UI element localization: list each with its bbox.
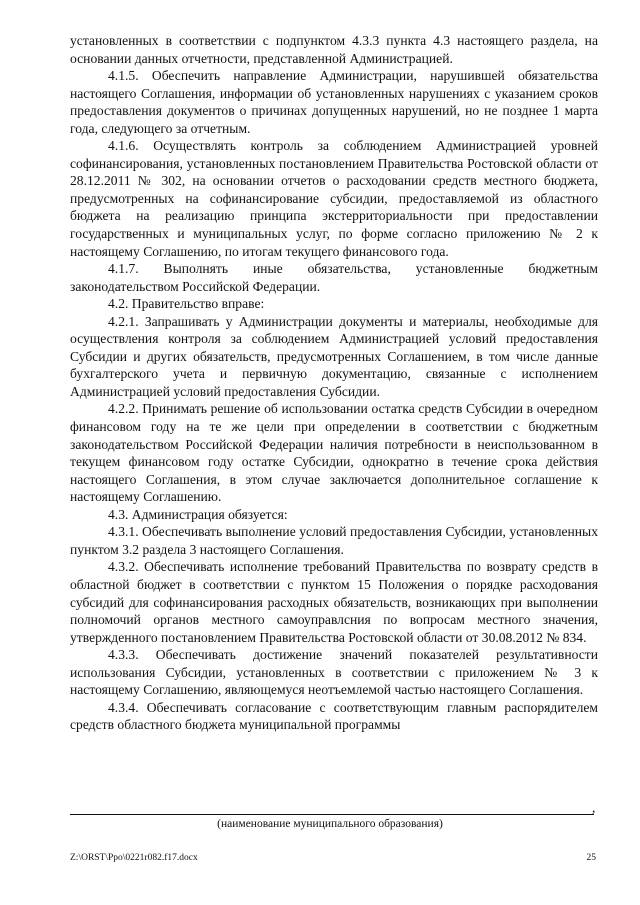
paragraph-4-1-6: 4.1.6. Осуществлять контроль за соблюдением Администрацией уровней софинансирования, установленных постановлением Правительства Ростовской области от 28.12.2011 № 302, на основании отчетов о расходовании средств местного бюджета, предусмотренных на софинансирование субсидии, предоставляемой из областного бюджета на реализацию принципа экстерриториальности при предоставлении государственных и муниципальных услуг, по форме согласно приложению № 2 к настоящему Соглашению, по итогам текущего финансового года. — [70, 138, 598, 259]
paragraph-4-2-1: 4.2.1. Запрашивать у Администрации документы и материалы, необходимые для осуществления контроля за соблюдением Администрацией условий предоставления Субсидии и других обязательств, предусмотренных Соглашением, в том числе данные бухгалтерского учета и первичную документацию, связанные с исполнением Администрацией условий предоставления Субсидии. — [70, 313, 598, 399]
blank-line-caption: (наименование муниципального образования) — [217, 818, 443, 830]
paragraph-4-1-5: 4.1.5. Обеспечить направление Администрации, нарушившей обязательства настоящего Соглашения, информации об установленных нарушениях с указанием сроков предоставления документов о причинах допущенных нарушений, но не позднее 1 марта года, следующего за отчетным. — [70, 68, 598, 136]
paragraph-4-1-7: 4.1.7. Выполнять иные обязательства, установленные бюджетным законодательством Российской Федерации. — [70, 261, 598, 294]
blank-fill-line — [70, 814, 594, 815]
footer-file-path: Z:\ORST\Ppo\0221r082.f17.docx — [70, 853, 198, 863]
paragraph-4-2-2: 4.2.2. Принимать решение об использовании остатка средств Субсидии в очередном финансовом году на те же цели при определении в соответствии с бюджетным законодательством Российской Федерации наличия потребности в неиспользованном в текущем финансовом году остатке Субсидии, однократно в течение срока действия настоящего Соглашения, в этом случае заключается дополнительное соглашение к настоящему Соглашению. — [70, 401, 598, 505]
paragraph-4-3-3: 4.3.3. Обеспечивать достижение значений показателей результативности использования Субсидии, установленных в соответствии с приложением № 3 к настоящему Соглашению, являющемуся неотъемлемой частью настоящего Соглашения. — [70, 647, 598, 698]
blank-line-comma: , — [592, 800, 596, 815]
paragraph-4-3-2: 4.3.2. Обеспечивать исполнение требований Правительства по возврату средств в областной бюджет в соответствии с пунктом 15 Положения о порядке расходования субсидий для софинансирования расходных обязательств, возникающих при выполнении полномочий органов местного самоуправлсния по вопросам местного значения, утвержденного постановлением Правительства Ростовской области от 30.08.2012 № 834. — [70, 559, 598, 645]
heading-4-3: 4.3. Администрация обязуется: — [108, 506, 288, 522]
page-number: 25 — [586, 853, 596, 863]
heading-4-2: 4.2. Правительство вправе: — [108, 296, 265, 312]
document-body — [70, 32, 598, 734]
paragraph-4-3-1: 4.3.1. Обеспечивать выполнение условий предоставления Субсидии, установленных пунктом 3.2 раздела 3 настоящего Соглашения. — [70, 524, 598, 557]
paragraph-continuation: установленных в соответствии с подпунктом 4.3.3 пункта 4.3 настоящего раздела, на основании данных отчетности, представленной Администрацией. — [70, 33, 598, 66]
paragraph-4-3-4: 4.3.4. Обеспечивать согласование с соответствующим главным распорядителем средств областного бюджета муниципальной программы — [70, 699, 598, 733]
